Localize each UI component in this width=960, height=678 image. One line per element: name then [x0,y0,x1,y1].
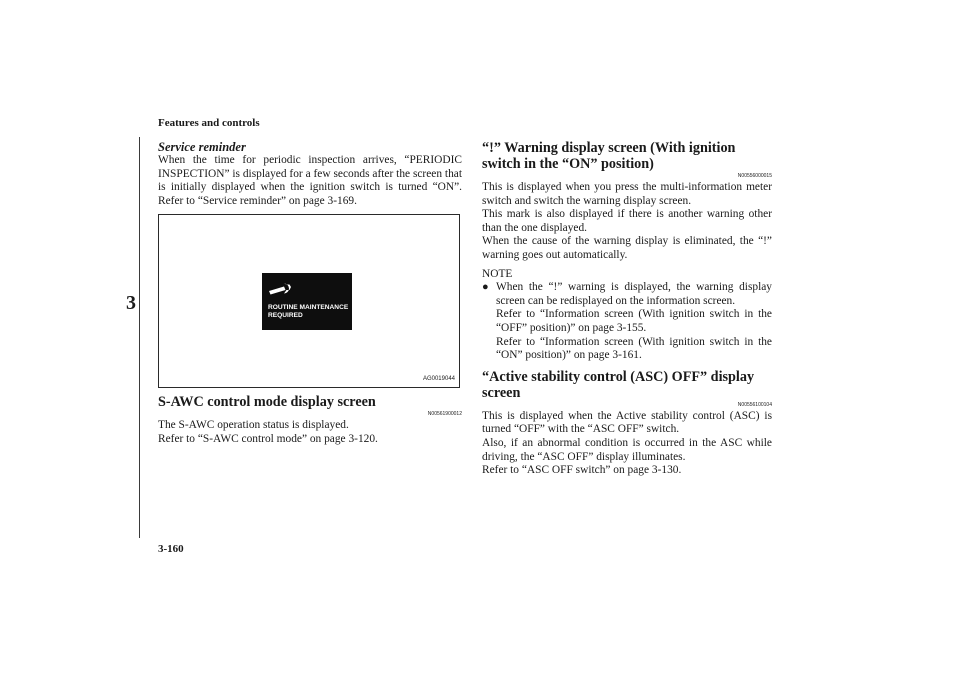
display-message-line1: ROUTINE MAINTENANCE [268,304,349,312]
sawc-line1: The S-AWC operation status is displayed. [158,419,349,432]
wrench-icon [267,280,297,298]
sawc-line2: Refer to “S-AWC control mode” on page 3-120. [158,432,378,445]
chapter-number: 3 [126,292,136,314]
display-message-line2: REQUIRED [268,312,303,320]
info-display [262,273,352,330]
note-label: NOTE [482,267,513,280]
asc-heading: “Active stability control (ASC) OFF” display screen [482,368,755,401]
sawc-heading: S-AWC control mode display screen [158,394,376,411]
note-text: When the “!” warning is displayed, the warning display screen can be redisplayed on the information screen. [496,281,772,307]
note-item [482,281,772,363]
chapter-divider [139,137,140,538]
figure-code: AG0019044 [422,376,455,383]
service-reminder-figure [158,214,460,388]
asc-para1: This is displayed when the Active stability control (ASC) is turned “OFF” with the “ASC OFF” switch. [482,409,772,436]
left-column [158,140,462,447]
asc-para2: Also, if an abnormal condition is occurred in the ASC while driving, the “ASC OFF” display illuminates. [482,436,772,463]
warning-para2: This mark is also displayed if there is another warning other than the one displayed. [482,208,772,234]
running-header: Features and controls [158,117,260,129]
service-reminder-body: When the time for periodic inspection arrives, “PERIODIC INSPECTION” is displayed for a few seconds after the screen that is initially displayed when the ignition switch is turned “ON”. Refer to “Service reminder” on page 3-169. [158,154,462,207]
display-message [268,304,348,320]
right-column [482,140,772,478]
warning-para1: This is displayed when you press the multi-information meter switch and switch the warning display screen. [482,181,772,207]
service-reminder-heading: Service reminder [158,140,246,154]
asc-para3: Refer to “ASC OFF switch” on page 3-130. [482,464,682,477]
warning-para3: When the cause of the warning display is eliminated, the “!” warning goes out automatically. [482,235,772,261]
sawc-code: N00561900012 [427,411,462,418]
page-number: 3-160 [158,543,184,555]
asc-code: N00556100104 [737,401,772,408]
note-ref1: Refer to “Information screen (With ignition switch in the “OFF” position)” on page 3-155. [496,308,772,334]
bullet-icon: ● [482,281,489,294]
note-ref2: Refer to “Information screen (With ignition switch in the “ON” position)” on page 3-161. [496,335,772,362]
warning-heading: “!” Warning display screen (With ignition switch in the “ON” position) [482,140,736,172]
warning-code: N00556000015 [737,173,772,179]
